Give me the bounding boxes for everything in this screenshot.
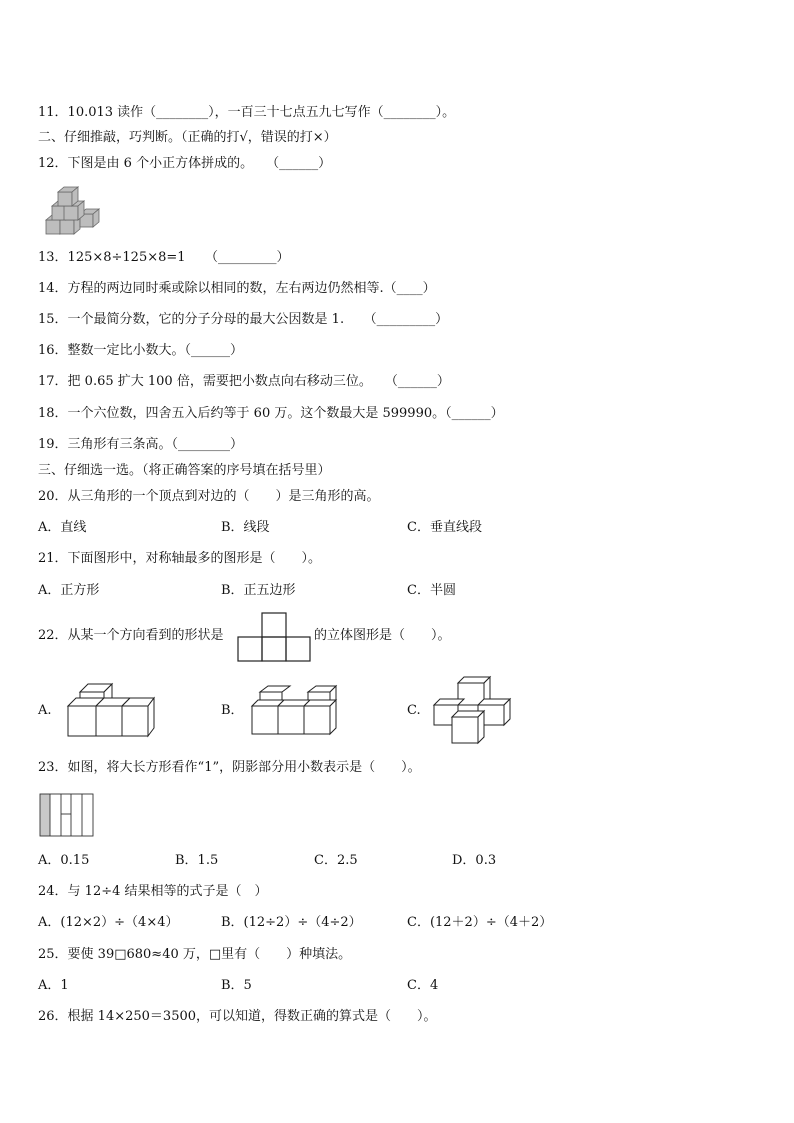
question-21: 21．下面图形中，对称轴最多的图形是（ ）。	[38, 551, 322, 566]
cube-stack-figure	[44, 184, 98, 236]
q23-option-a: A．0.15	[38, 853, 90, 868]
rectangle-shading-figure	[40, 794, 93, 836]
question-12: 12．下图是由 6 个小正方体拼成的。 （______）	[38, 156, 332, 171]
question-20: 20．从三角形的一个顶点到对边的（ ）是三角形的高。	[38, 489, 380, 504]
q23-option-c: C．2.5	[314, 853, 358, 868]
question-11: 11．10.013 读作（________），一百三十七点五九七写作（________）。	[38, 105, 456, 120]
question-22-prefix: 22．从某一个方向看到的形状是	[38, 628, 224, 643]
q22-option-c-figure	[432, 675, 514, 745]
q22-option-a-figure	[66, 682, 156, 740]
question-24: 24．与 12÷4 结果相等的式子是（ ）	[38, 884, 268, 899]
question-22-suffix: 的立体图形是（ ）。	[314, 628, 451, 643]
q24-option-b: B．(12÷2）÷（4÷2）	[221, 915, 362, 930]
q25-option-c: C．4	[407, 978, 439, 993]
q20-option-a: A．直线	[38, 520, 87, 535]
question-17: 17．把 0.65 扩大 100 倍，需要把小数点向右移动三位。 （______）	[38, 374, 450, 389]
q25-option-a: A．1	[38, 978, 69, 993]
question-14: 14．方程的两边同时乘或除以相同的数，左右两边仍然相等.（____）	[38, 281, 436, 296]
q22-option-b-figure	[250, 686, 338, 736]
q21-option-b: B．正五边形	[221, 583, 296, 598]
q20-option-b: B．线段	[221, 520, 270, 535]
question-25: 25．要使 39□680≈40 万，□里有（ ）种填法。	[38, 947, 352, 962]
q23-option-b: B．1.5	[175, 853, 219, 868]
question-18: 18．一个六位数，四舍五入后约等于 60 万。这个数最大是 599990。（______）	[38, 406, 504, 421]
q22-option-a: A.	[38, 703, 52, 718]
question-13: 13．125×8÷125×8=1 （_________）	[38, 250, 290, 265]
q24-option-c: C．(12＋2）÷（4＋2）	[407, 915, 553, 930]
q22-option-c: C.	[407, 703, 421, 718]
q21-option-c: C．半圆	[407, 583, 456, 598]
question-19: 19．三角形有三条高。（________）	[38, 437, 244, 452]
q21-option-a: A．正方形	[38, 583, 100, 598]
q24-option-a: A．(12×2）÷（4×4）	[38, 915, 179, 930]
section-3-heading: 三、仔细选一选。（将正确答案的序号填在括号里）	[38, 463, 331, 478]
question-23: 23．如图，将大长方形看作“1”，阴影部分用小数表示是（ ）。	[38, 760, 421, 775]
question-26: 26．根据 14×250＝3500，可以知道，得数正确的算式是（ ）。	[38, 1009, 437, 1024]
q23-option-d: D．0.3	[452, 853, 497, 868]
view-shape-figure	[238, 613, 310, 661]
question-15: 15．一个最简分数，它的分子分母的最大公因数是 1. （_________）	[38, 312, 449, 327]
section-2-heading: 二、仔细推敲，巧判断。（正确的打√，错误的打×）	[38, 130, 337, 145]
q25-option-b: B．5	[221, 978, 252, 993]
q22-option-b: B．	[221, 703, 244, 718]
q20-option-c: C．垂直线段	[407, 520, 482, 535]
question-16: 16．整数一定比小数大。（______）	[38, 343, 244, 358]
